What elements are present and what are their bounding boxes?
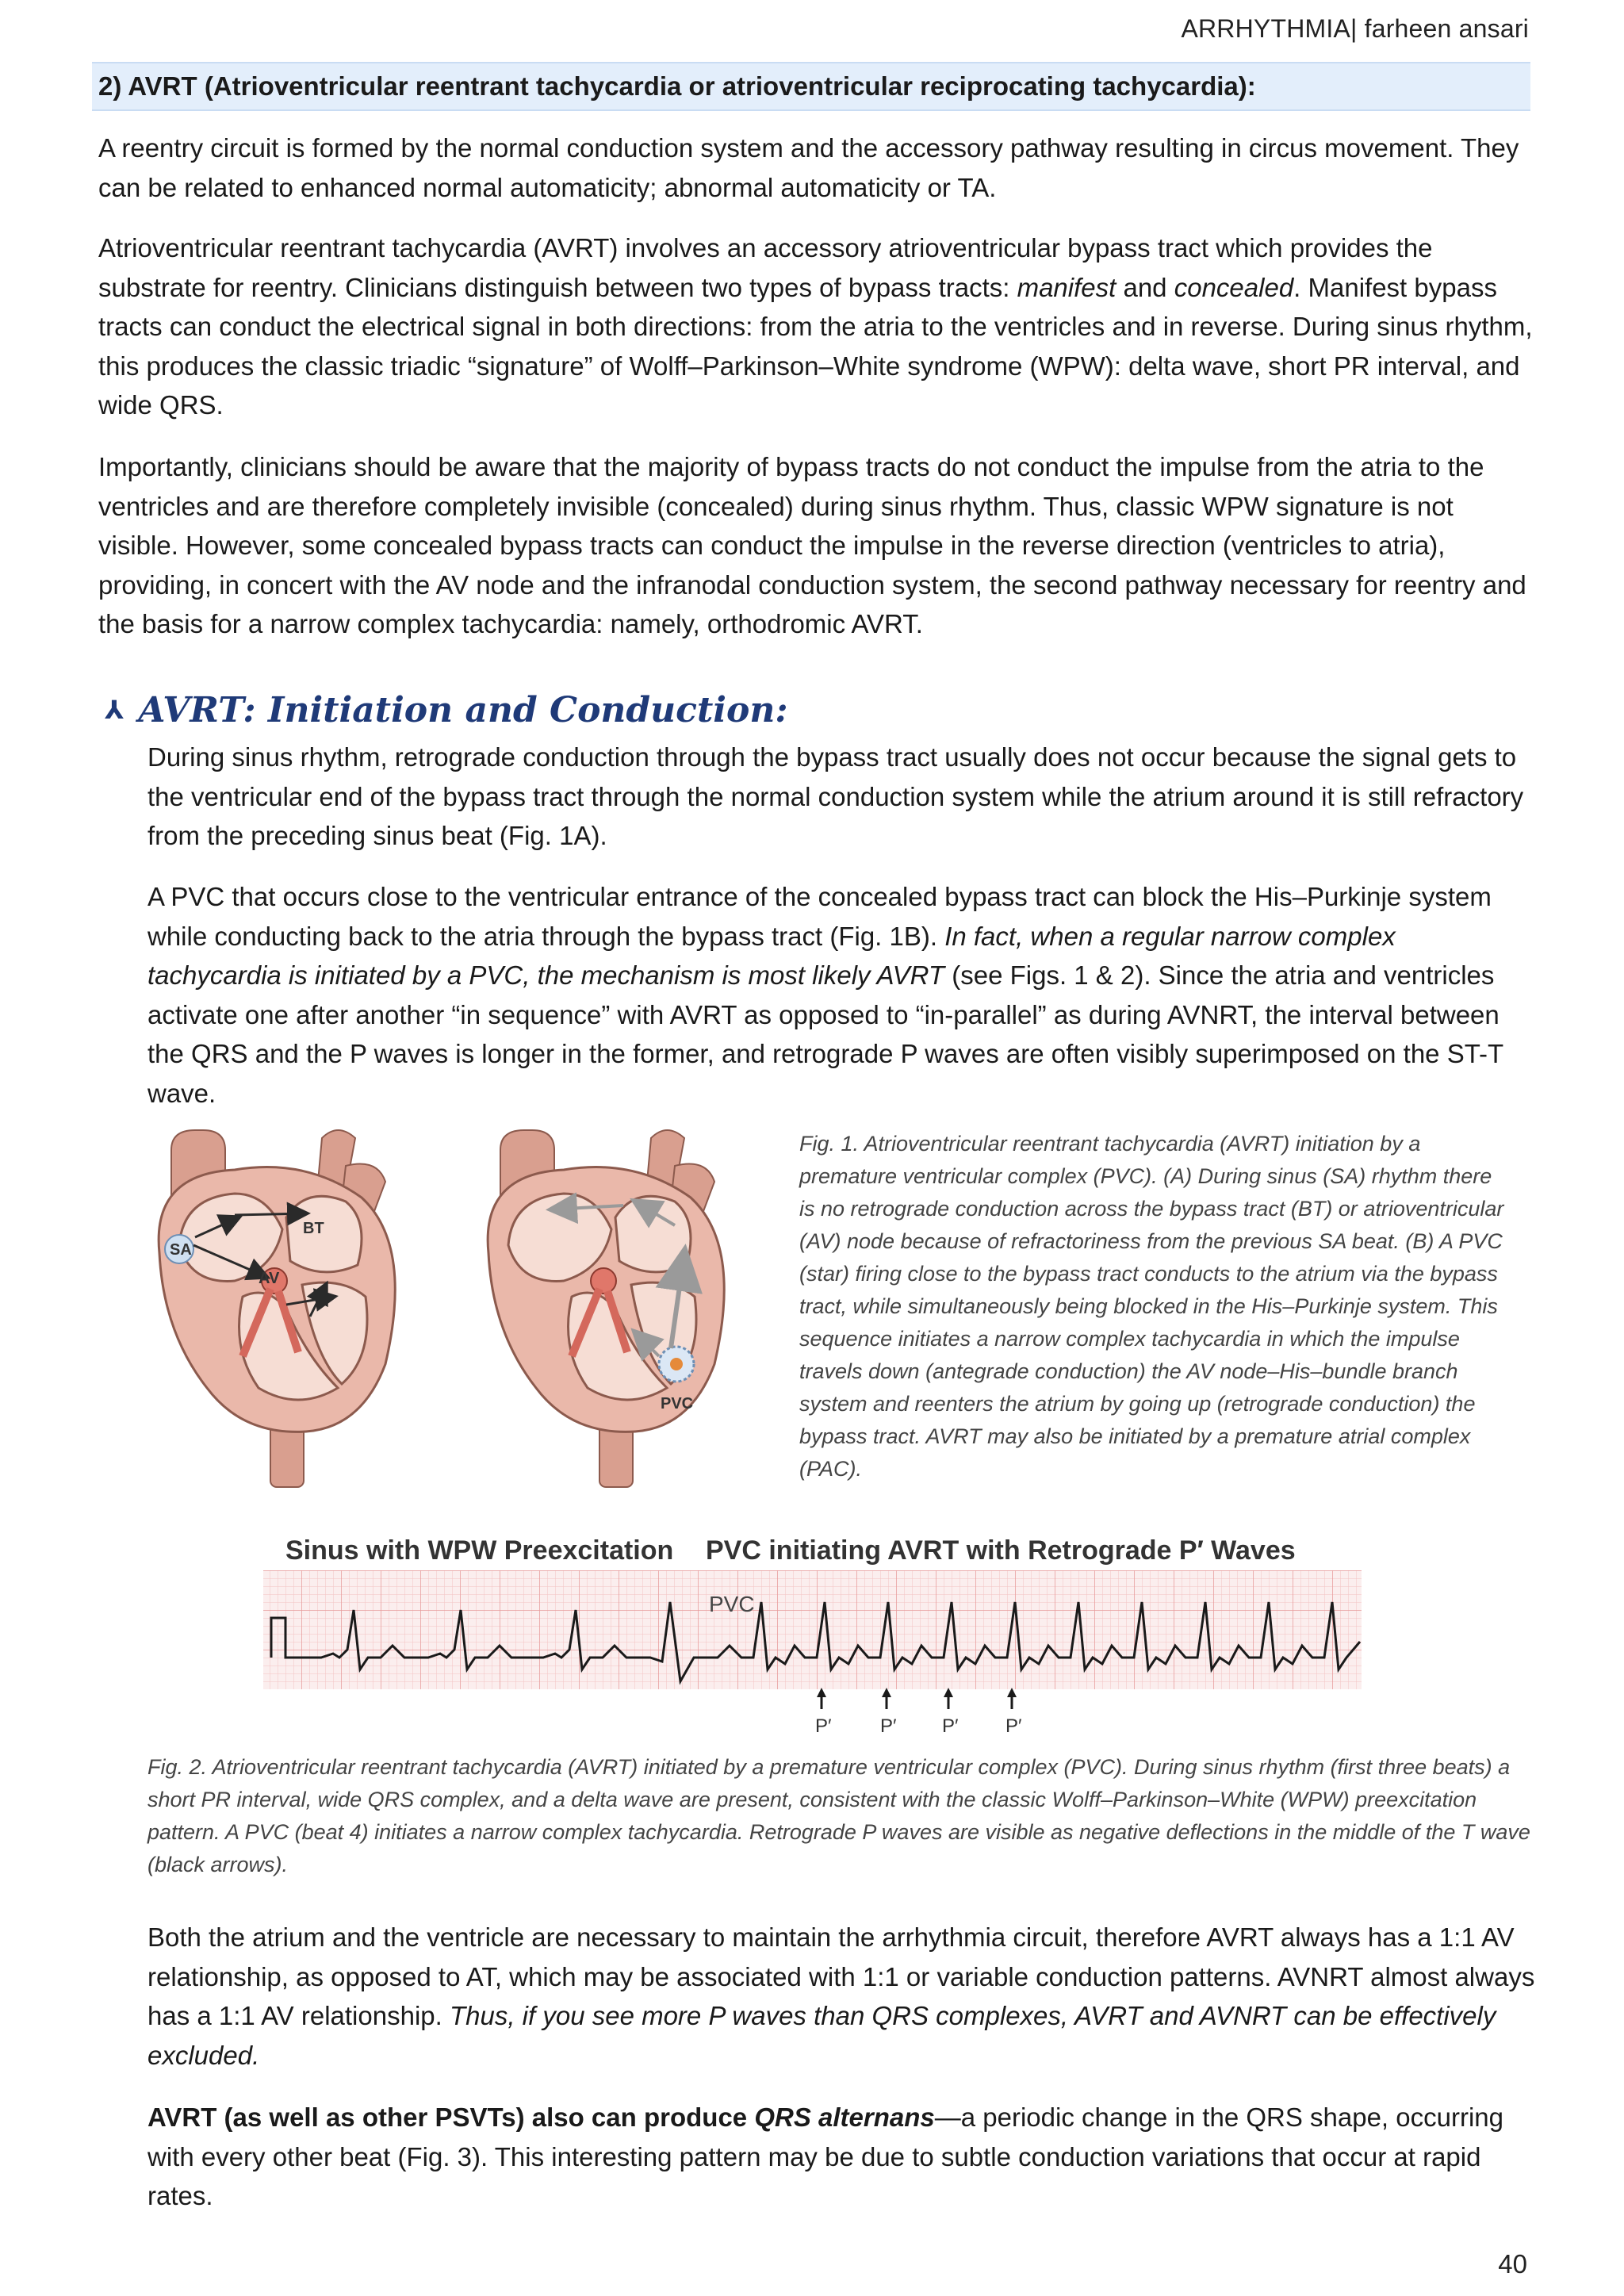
label-sa: SA — [170, 1241, 192, 1259]
text-run: (see Figs. 1 & 2). Since the atria and ventricles activate one after another “in sequence” with AVRT as opposed to “in-parallel” as during AVNRT, the interval between the QRS and the P waves is longer in the former, and retrograde P waves are often visibly superimposed on the ST-T wave. — [147, 960, 1503, 1108]
figure-1-caption: Fig. 1. Atrioventricular reentrant tachycardia (AVRT) initiation by a premature ventricular complex (PVC). (A) During sinus (SA) rhythm there is no retrograde conduction across the bypass tract (BT) or atrioventricular (AV) node because of refractoriness from the previous SA beat. (B) A PVC (star) firing close to the bypass tract conducts to the atrium via the bypass tract, while simultaneously being blocked in the His–Purkinje system. This sequence initiates a narrow complex tachycardia in which the impulse travels down (antegrade conduction) the AV node–His–bundle branch system and reenters the atrium by going up (retrograde conduction) the bypass tract. AVRT may also be initiated by a premature atrial complex (PAC). — [799, 1132, 1504, 1481]
retrograde-p-arrow — [880, 1688, 897, 1737]
emphasis-avrt-pvc: In fact, when a regular narrow complex tachycardia is initiated by a PVC, the mechanism is most likely AVRT — [147, 921, 1396, 990]
text-run: A PVC that occurs close to the ventricular entrance of the concealed bypass tract can block the His–Purkinje system while conducting back to the atria through the bypass tract (Fig. 1B). — [147, 882, 1492, 951]
text-run: and — [1116, 272, 1174, 302]
retrograde-p-arrow — [815, 1688, 832, 1737]
p-prime-label: P′ — [815, 1715, 832, 1737]
intro-paragraph-3: Importantly, clinicians should be aware that the majority of bypass tracts do not conduct the impulse from the atria to the ventricles and are therefore completely invisible (concealed) during sinus rhythm. Thus, classic WPW signature is not visible. However, some concealed bypass tracts can conduct the impulse in the reverse direction (ventricles to atria), providing, in concert with the AV node and the infranodal conduction system, the second pathway necessary for reentry and the basis for a narrow complex tachycardia: namely, orthodromic AVRT. — [98, 452, 1526, 638]
running-head: ARRHYTHMIA| farheen ansari — [1181, 14, 1529, 43]
heart-a-diagram — [159, 1130, 395, 1487]
qrs-alternans-term: QRS alternans — [754, 2102, 935, 2132]
emphasis-qrs-alternans — [754, 2102, 934, 2132]
bold-lead-in: AVRT (as well as other PSVTs) also can produce — [147, 2102, 755, 2132]
p-prime-label: P′ — [1005, 1715, 1022, 1737]
text-run: Atrioventricular reentrant tachycardia (AVRT) involves an accessory atrioventricular bypass tract which provides the substrate for reentry. Clinicians distinguish between two types of bypass tracts: — [98, 233, 1433, 302]
subsection-title: AVRT: Initiation and Conduction: — [138, 690, 788, 730]
heart-b-diagram — [488, 1130, 724, 1487]
ecg-title-right: PVC initiating AVRT with Retrograde P′ Waves — [706, 1535, 1296, 1566]
intro-paragraph-2 — [98, 228, 1534, 425]
subsection-paragraph-2 — [147, 877, 1535, 1113]
ecg-label-pvc: PVC — [709, 1592, 755, 1616]
closing-paragraph-1 — [147, 1918, 1535, 2075]
section-heading: 2) AVRT (Atrioventricular reentrant tachycardia or atrioventricular reciprocating tachycardia): — [92, 62, 1530, 111]
emphasis-exclusion-rule: Thus, if you see more P waves than QRS complexes, AVRT and AVNRT can be effectively excluded. — [147, 2001, 1496, 2070]
ecg-figure — [262, 1531, 1364, 1741]
retrograde-p-arrow — [1005, 1688, 1022, 1737]
emphasis-concealed: concealed — [1174, 272, 1294, 302]
subsection-paragraph-1: During sinus rhythm, retrograde conduction through the bypass tract usually does not occur because the signal gets to the ventricular end of the bypass tract through the normal conduction system while the atrium around it is still refractory from the preceding sinus beat (Fig. 1A). — [147, 742, 1524, 850]
subsection-heading — [105, 690, 788, 730]
ecg-title-left: Sinus with WPW Preexcitation — [285, 1535, 674, 1566]
bullet-icon: ⅄ — [105, 695, 124, 725]
closing-paragraph-2 — [147, 2098, 1535, 2216]
label-pvc: PVC — [661, 1395, 694, 1412]
label-bt: BT — [303, 1220, 324, 1237]
p-prime-label: P′ — [942, 1715, 959, 1737]
label-av: AV — [259, 1270, 280, 1287]
text-run: —a periodic change in the QRS shape, occurring with every other beat (Fig. 3). This interesting pattern may be due to subtle conduction variations that occur at rapid rates. — [147, 2102, 1503, 2210]
page-number: 40 — [1498, 2249, 1527, 2279]
heart-diagram-figure — [147, 1126, 774, 1491]
text-run: . Manifest bypass tracts can conduct the electrical signal in both directions: from the atria to the ventricles and in reverse. During sinus rhythm, this produces the classic triadic “signature” of Wolff–Parkinson–White syndrome (WPW): delta wave, short PR interval, and wide QRS. — [98, 272, 1533, 420]
text-run: Both the atrium and the ventricle are necessary to maintain the arrhythmia circuit, therefore AVRT always has a 1:1 AV relationship, as opposed to AT, which may be associated with 1:1 or variable conduction patterns. AVNRT almost always has a 1:1 AV relationship. — [147, 1922, 1535, 2030]
retrograde-p-arrow — [942, 1688, 959, 1737]
p-prime-label: P′ — [880, 1715, 897, 1737]
ecg-strip — [262, 1570, 1364, 1741]
emphasis-manifest: manifest — [1017, 272, 1116, 302]
intro-paragraph-1: A reentry circuit is formed by the normal conduction system and the accessory pathway resulting in circus movement. They can be related to enhanced normal automaticity; abnormal automaticity or TA. — [98, 133, 1519, 202]
figure-2-caption: Fig. 2. Atrioventricular reentrant tachycardia (AVRT) initiated by a premature ventricular complex (PVC). During sinus rhythm (first three beats) a short PR interval, wide QRS complex, and a delta wave are present, consistent with the classic Wolff–Parkinson–White (WPW) preexcitation pattern. A PVC (beat 4) initiates a narrow complex tachycardia. Retrograde P waves are visible as negative deflections in the middle of the T wave (black arrows). — [147, 1755, 1530, 1876]
